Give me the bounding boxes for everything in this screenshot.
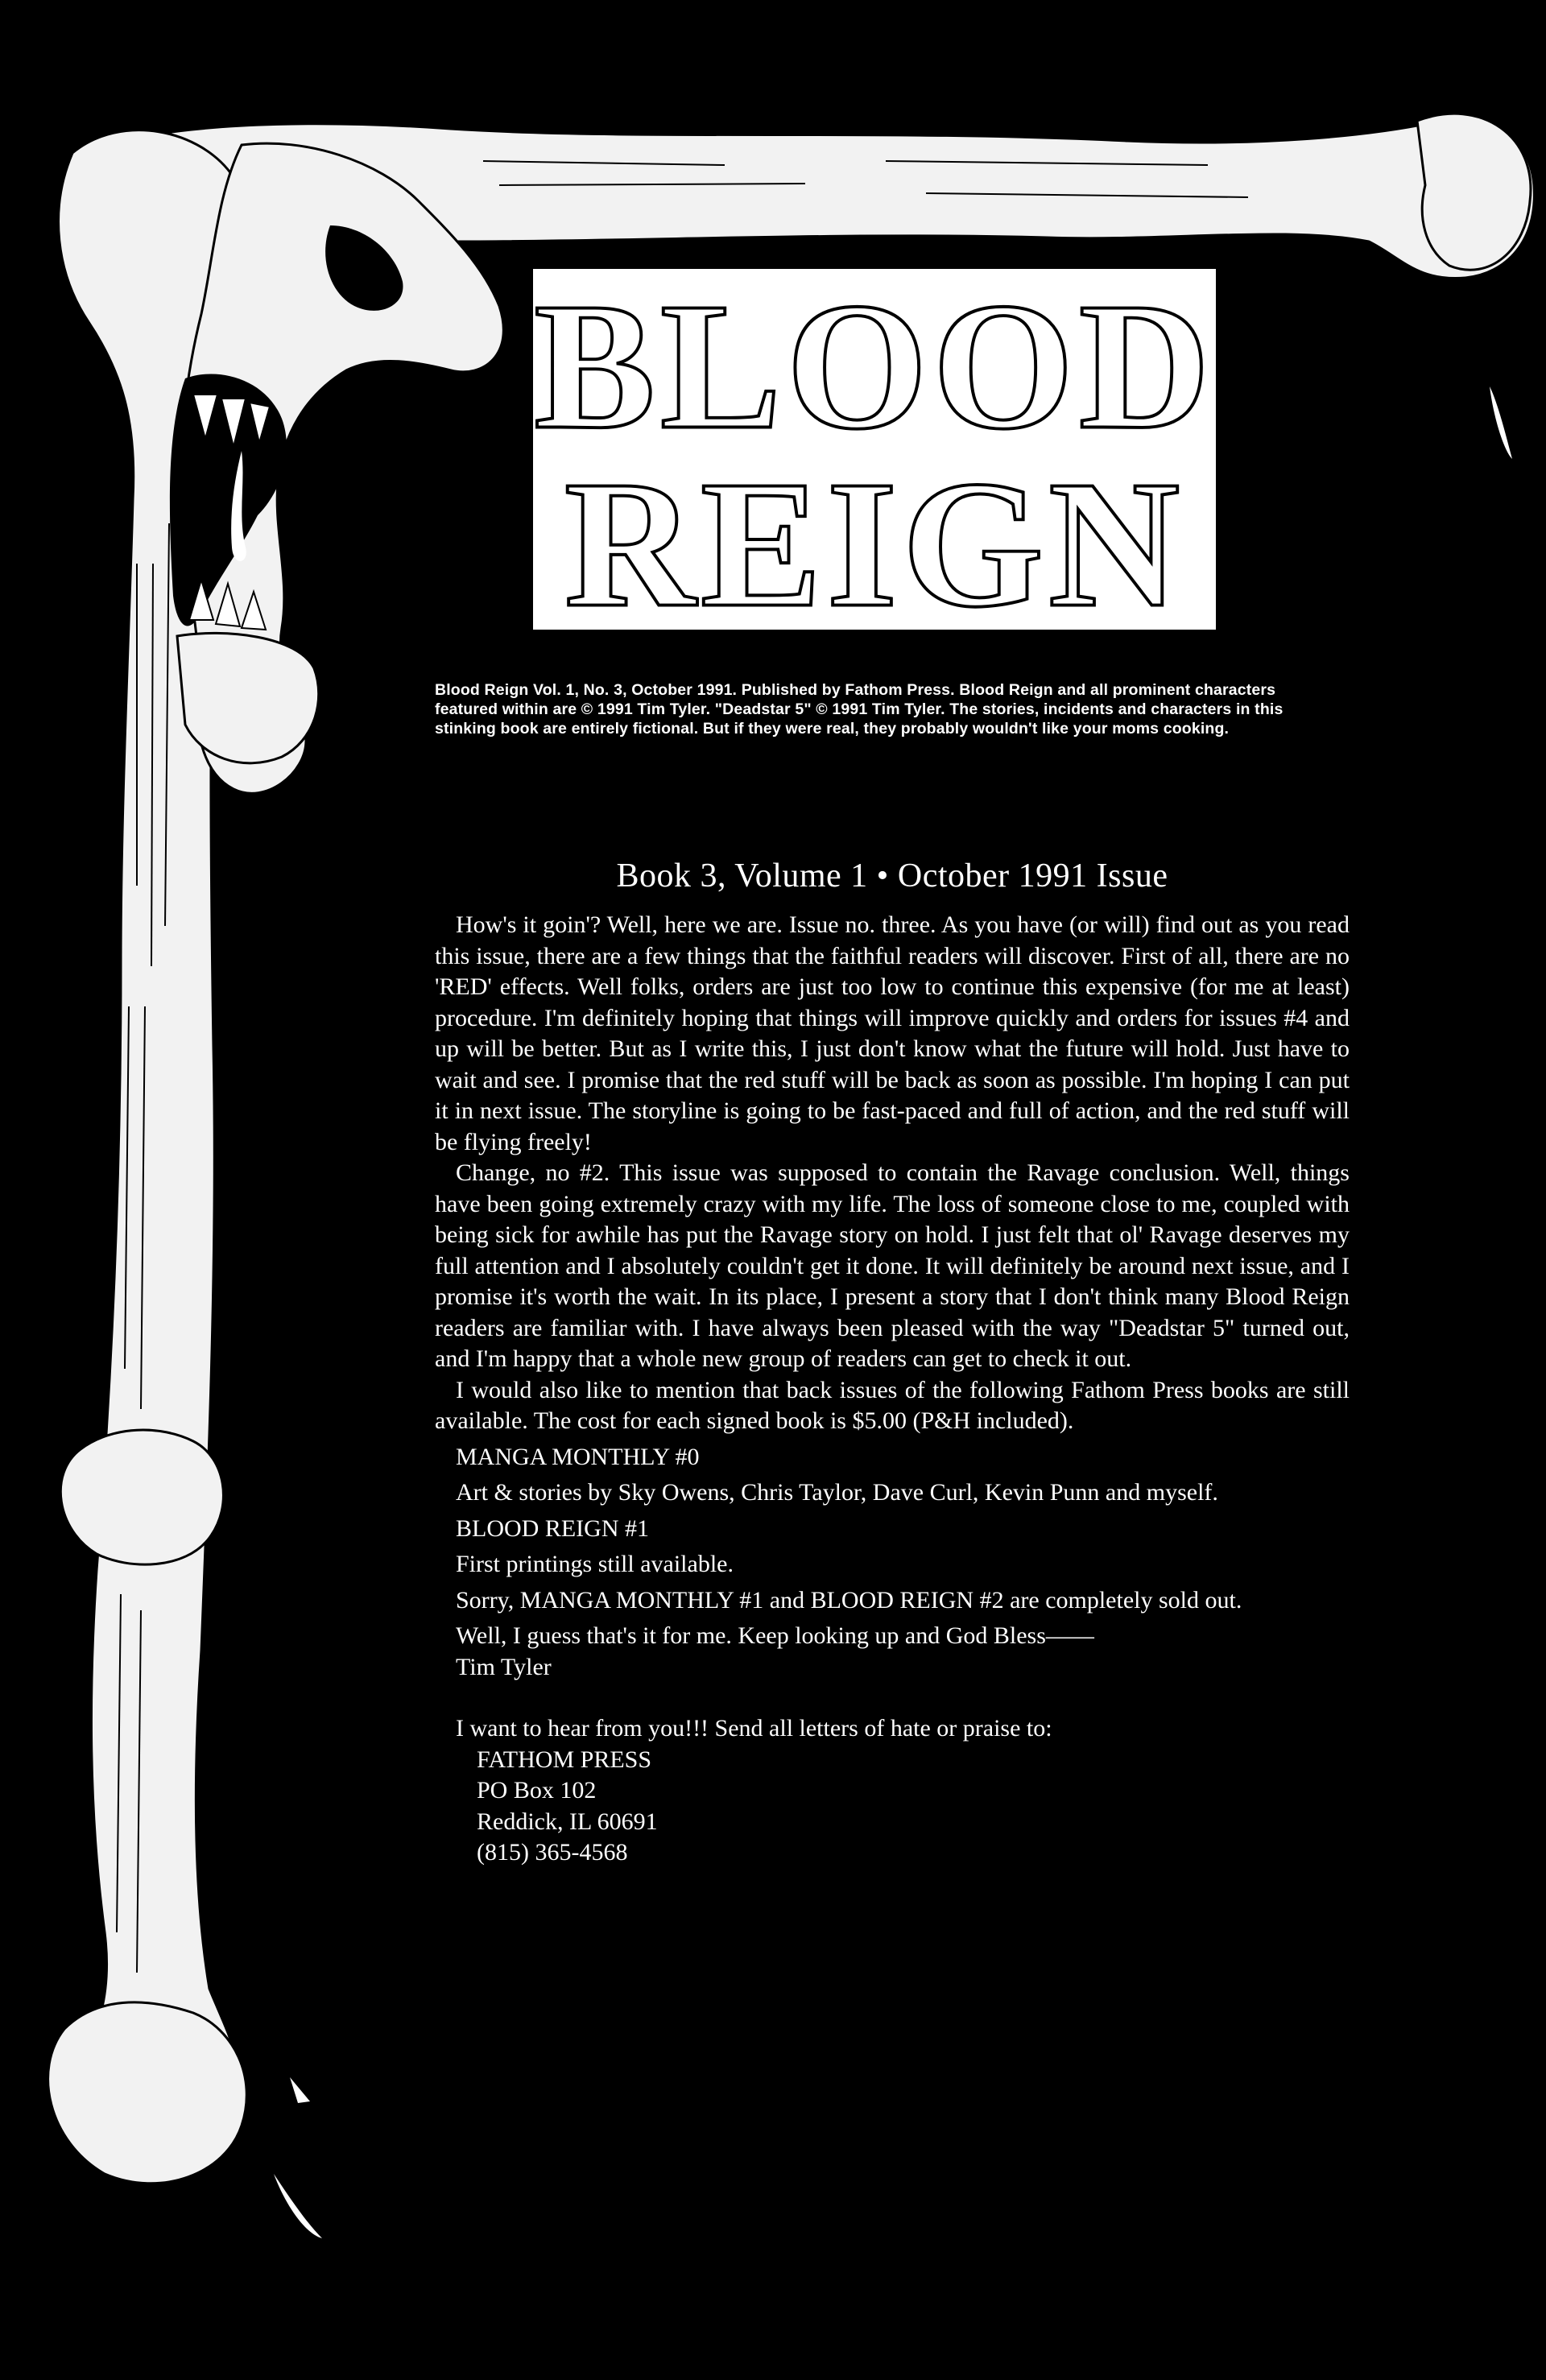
issue-heading: Book 3, Volume 1 • October 1991 Issue: [616, 857, 1168, 895]
indicia-text: Blood Reign Vol. 1, No. 3, October 1991. Published by Fathom Press. Blood Reign and all prominent characters featured within are © 1991 Tim Tyler. "Deadstar 5" © 1991 Tim Tyler. The stories, incidents and characters in this stinking book are entirely fictional. But if they were real, they probably wouldn't like your moms cooking.: [435, 681, 1284, 738]
paragraph-intro: How's it goin'? Well, here we are. Issue no. three. As you have (or will) find out as you read this issue, there are a few things that the faithful readers will discover. First of all, there are no 'RED' effects. Well folks, orders are just too low to continue this expensive (for me at least) procedure. I'm definitely hoping that things will improve quickly and orders for issues #4 and up will be better. But as I write this, I just don't know what the future will hold. Just have to wait and see. I promise that the red stuff will be back as soon as possible. I'm hoping I can put it in next issue. The storyline is going to be fast-paced and full of action, and the red stuff will be flying freely!: [435, 911, 1350, 1155]
letters-call: I want to hear from you!!! Send all letters of hate or praise to:: [456, 1715, 1052, 1742]
address-name: FATHOM PRESS: [477, 1746, 652, 1773]
address-box: PO Box 102: [477, 1777, 597, 1804]
paragraph-back-issues: I would also like to mention that back issues of the following Fathom Press books are still available. The cost for each signed book is $5.00 (P&H included).: [435, 1376, 1350, 1434]
editorial-body: [435, 910, 1350, 1869]
address-phone: (815) 365-4568: [477, 1839, 628, 1866]
signature: Tim Tyler: [456, 1653, 552, 1680]
address-city: Reddick, IL 60691: [477, 1808, 658, 1835]
mailing-address: [435, 1745, 1350, 1869]
blood-reign-logo: [530, 266, 1219, 633]
manga-monthly-0-title: MANGA MONTHLY #0: [456, 1443, 700, 1470]
paragraph-change-two: Change, no #2. This issue was supposed to contain the Ravage conclusion. Well, things have been going extremely crazy with my life. The loss of someone close to me, coupled with being sick for awhile has put the Ravage story on hold. I just felt that ol' Ravage deserves my full attention and I absolutely couldn't get it done. It will definitely be around next issue, and I promise it's worth the wait. In its place, I present a story that I don't think many Blood Reign readers are familiar with. I have always been pleased with the way "Deadstar 5" turned out, and I'm happy that a whole new group of readers can get to check it out.: [435, 1159, 1350, 1372]
blood-reign-1-description: First printings still available.: [456, 1551, 734, 1577]
logo-line-2: REIGN: [564, 443, 1185, 630]
blood-reign-1-title: BLOOD REIGN #1: [456, 1514, 649, 1542]
manga-monthly-0-description: Art & stories by Sky Owens, Chris Taylor, Dave Curl, Kevin Punn and myself.: [456, 1479, 1218, 1506]
logo-line-1: BLOOD: [534, 269, 1215, 467]
spacer: [435, 1683, 1350, 1713]
sold-out-notice: Sorry, MANGA MONTHLY #1 and BLOOD REIGN #2 are completely sold out.: [456, 1586, 1242, 1614]
sign-off: Well, I guess that's it for me. Keep looking up and God Bless——: [456, 1622, 1094, 1649]
